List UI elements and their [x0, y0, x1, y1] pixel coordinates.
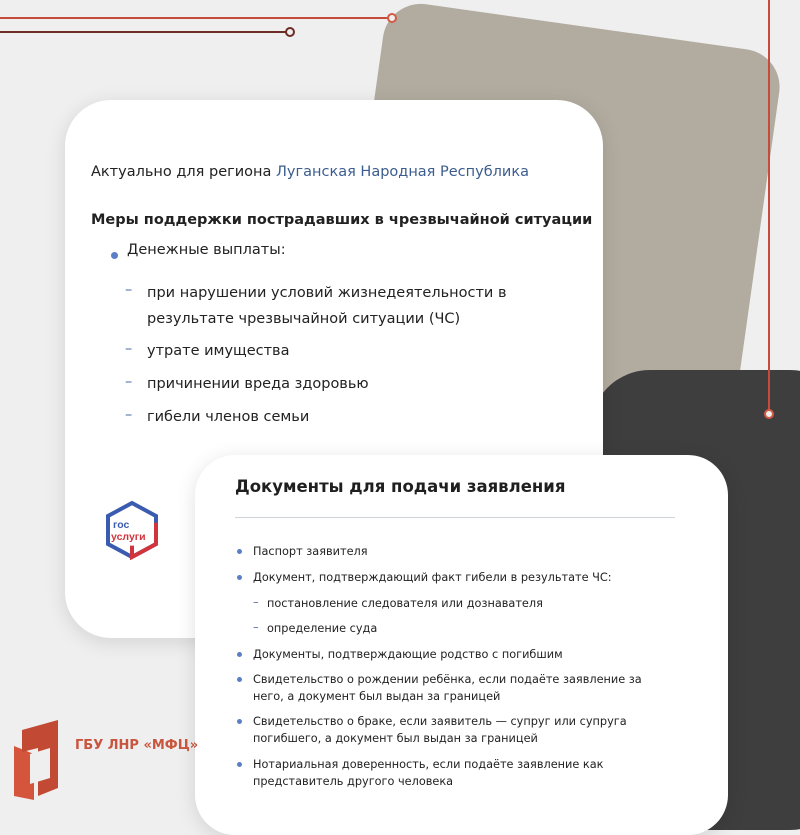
documents-title: Документы для подачи заявления	[235, 477, 566, 496]
subitem-property-loss: утрате имущества	[147, 343, 290, 359]
dash-icon: –	[253, 621, 259, 634]
region-prefix: Актуально для региона	[91, 164, 272, 180]
doc-subitem-investigator: постановление следователя или дознавателя	[267, 597, 543, 610]
svg-text:услуги: услуги	[111, 531, 146, 543]
gosuslugi-logo	[104, 500, 160, 560]
support-heading: Меры поддержки пострадавших в чрезвычайной ситуации	[91, 212, 593, 228]
organization-name: ГБУ ЛНР «МФЦ»	[75, 738, 199, 753]
dash-icon: –	[125, 374, 133, 390]
mfc-logo-icon	[8, 718, 68, 800]
bullet-dot	[237, 549, 242, 554]
decor-ring-vertical	[764, 409, 774, 419]
svg-text:гос: гос	[113, 519, 130, 531]
doc-item-death-proof: Документ, подтверждающий факт гибели в результате ЧС:	[253, 571, 612, 584]
divider	[235, 517, 675, 518]
dash-icon: –	[125, 282, 133, 298]
decor-line-top	[0, 17, 388, 19]
subitem-health-harm: причинении вреда здоровью	[147, 376, 369, 392]
decor-line-vertical	[768, 0, 770, 410]
doc-item-birth-certificate: Свидетельство о рождении ребёнка, если подаёте заявление за него, а документ был выдан за границей	[253, 673, 642, 703]
dash-icon: –	[125, 341, 133, 357]
dash-icon: –	[253, 596, 259, 609]
decor-ring-top	[387, 13, 397, 23]
doc-item-power-of-attorney: Нотариальная доверенность, если подаёте заявление как представитель другого человека	[253, 758, 604, 788]
decor-line-second	[0, 31, 286, 33]
bullet-dot	[111, 252, 118, 259]
bullet-dot	[237, 719, 242, 724]
region-line	[91, 164, 529, 180]
bullet-dot	[237, 677, 242, 682]
subitem-living-conditions: при нарушении условий жизнедеятельности в результате чрезвычайной ситуации (ЧС)	[147, 285, 507, 327]
decor-ring-second	[285, 27, 295, 37]
doc-item-kinship: Документы, подтверждающие родство с погибшим	[253, 648, 563, 661]
doc-subitem-court: определение суда	[267, 622, 378, 635]
bullet-cash-payments: Денежные выплаты:	[127, 242, 286, 258]
dash-icon: –	[125, 407, 133, 423]
bullet-dot	[237, 652, 242, 657]
doc-item-passport: Паспорт заявителя	[253, 545, 368, 558]
bullet-dot	[237, 575, 242, 580]
doc-item-marriage-certificate: Свидетельство о браке, если заявитель — супруг или супруга погибшего, а документ был выдан за границей	[253, 715, 627, 745]
documents-card	[195, 455, 728, 835]
bullet-dot	[237, 762, 242, 767]
region-link[interactable]: Луганская Народная Республика	[276, 164, 529, 180]
subitem-family-death: гибели членов семьи	[147, 409, 310, 425]
